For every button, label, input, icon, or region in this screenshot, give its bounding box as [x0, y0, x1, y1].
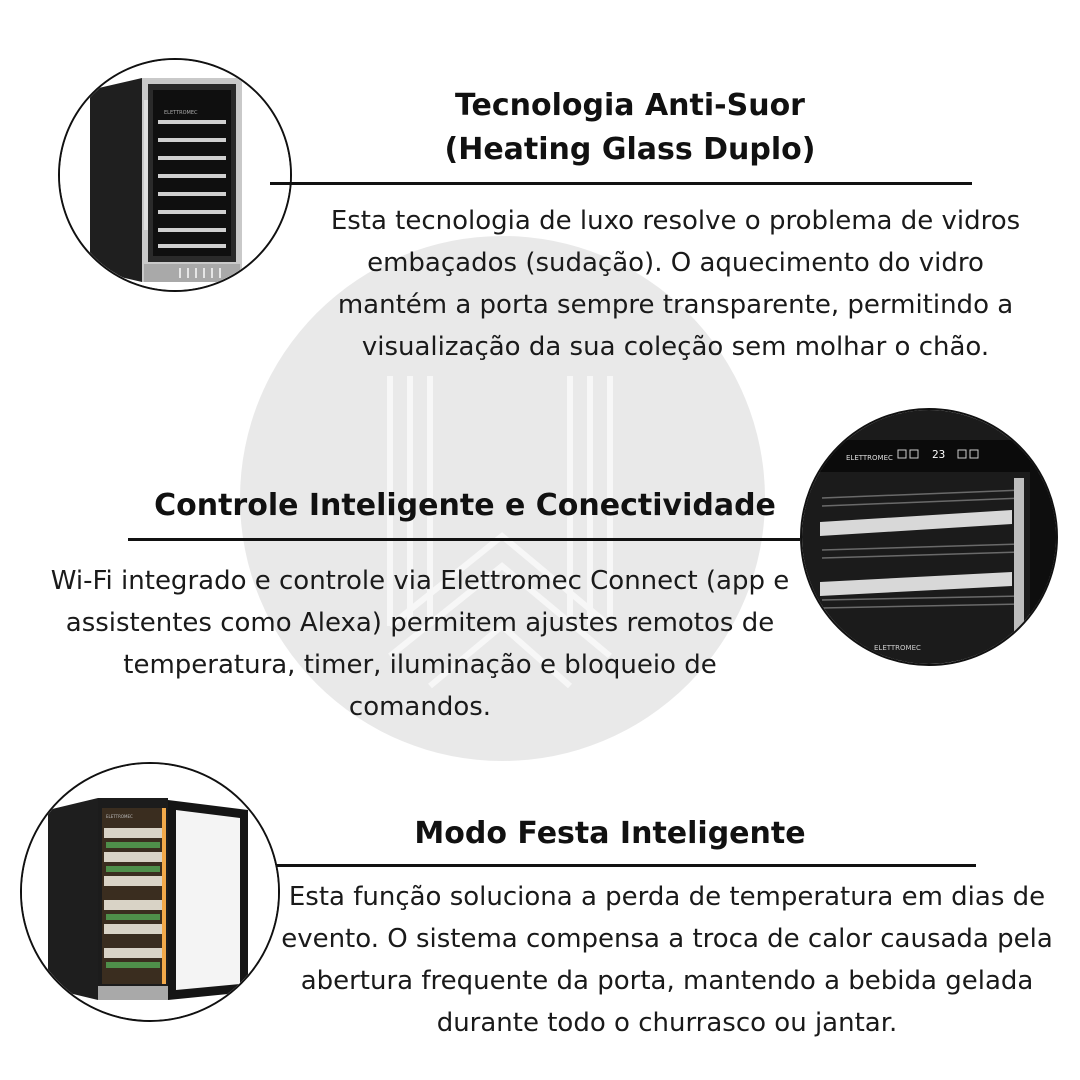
control-panel-brand-bottom: ELETTROMEC [874, 644, 921, 652]
section-3-divider [276, 864, 976, 867]
section-1-title-line1: Tecnologia Anti-Suor [455, 88, 805, 123]
control-panel-brand: ELETTROMEC [846, 454, 893, 462]
section-1-title-line2: (Heating Glass Duplo) [444, 132, 816, 167]
beverage-center-brand: ELETTROMEC [106, 814, 133, 819]
section-3-body: Esta função soluciona a perda de temperatura em dias de evento. O sistema compensa a troca de calor causada pela abertura frequente da porta, mantendo a bebida gelada durante todo o churrasco ou jantar. [281, 882, 1053, 1038]
wine-cellar-image [58, 58, 292, 292]
section-2-divider [128, 538, 800, 541]
section-3-title: Modo Festa Inteligente [414, 816, 806, 851]
wine-cellar-brand: ELETTROMEC [164, 110, 198, 116]
section-1-title [350, 84, 910, 172]
section-1-divider [270, 182, 972, 185]
temperature-display: 23 [932, 448, 946, 461]
beverage-center-image [20, 762, 280, 1022]
control-panel-image [800, 408, 1058, 666]
section-1-body: Esta tecnologia de luxo resolve o problema de vidros embaçados (sudação). O aquecimento do vidro mantém a porta sempre transparente, permitindo a visualização da sua coleção sem molhar o chão. [330, 206, 1021, 362]
section-2-body: Wi-Fi integrado e controle via Elettromec Connect (app e assistentes como Alexa) permitem ajustes remotos de temperatura, timer, iluminação e bloqueio de comandos. [50, 566, 790, 722]
section-2-title: Controle Inteligente e Conectividade [154, 488, 776, 523]
